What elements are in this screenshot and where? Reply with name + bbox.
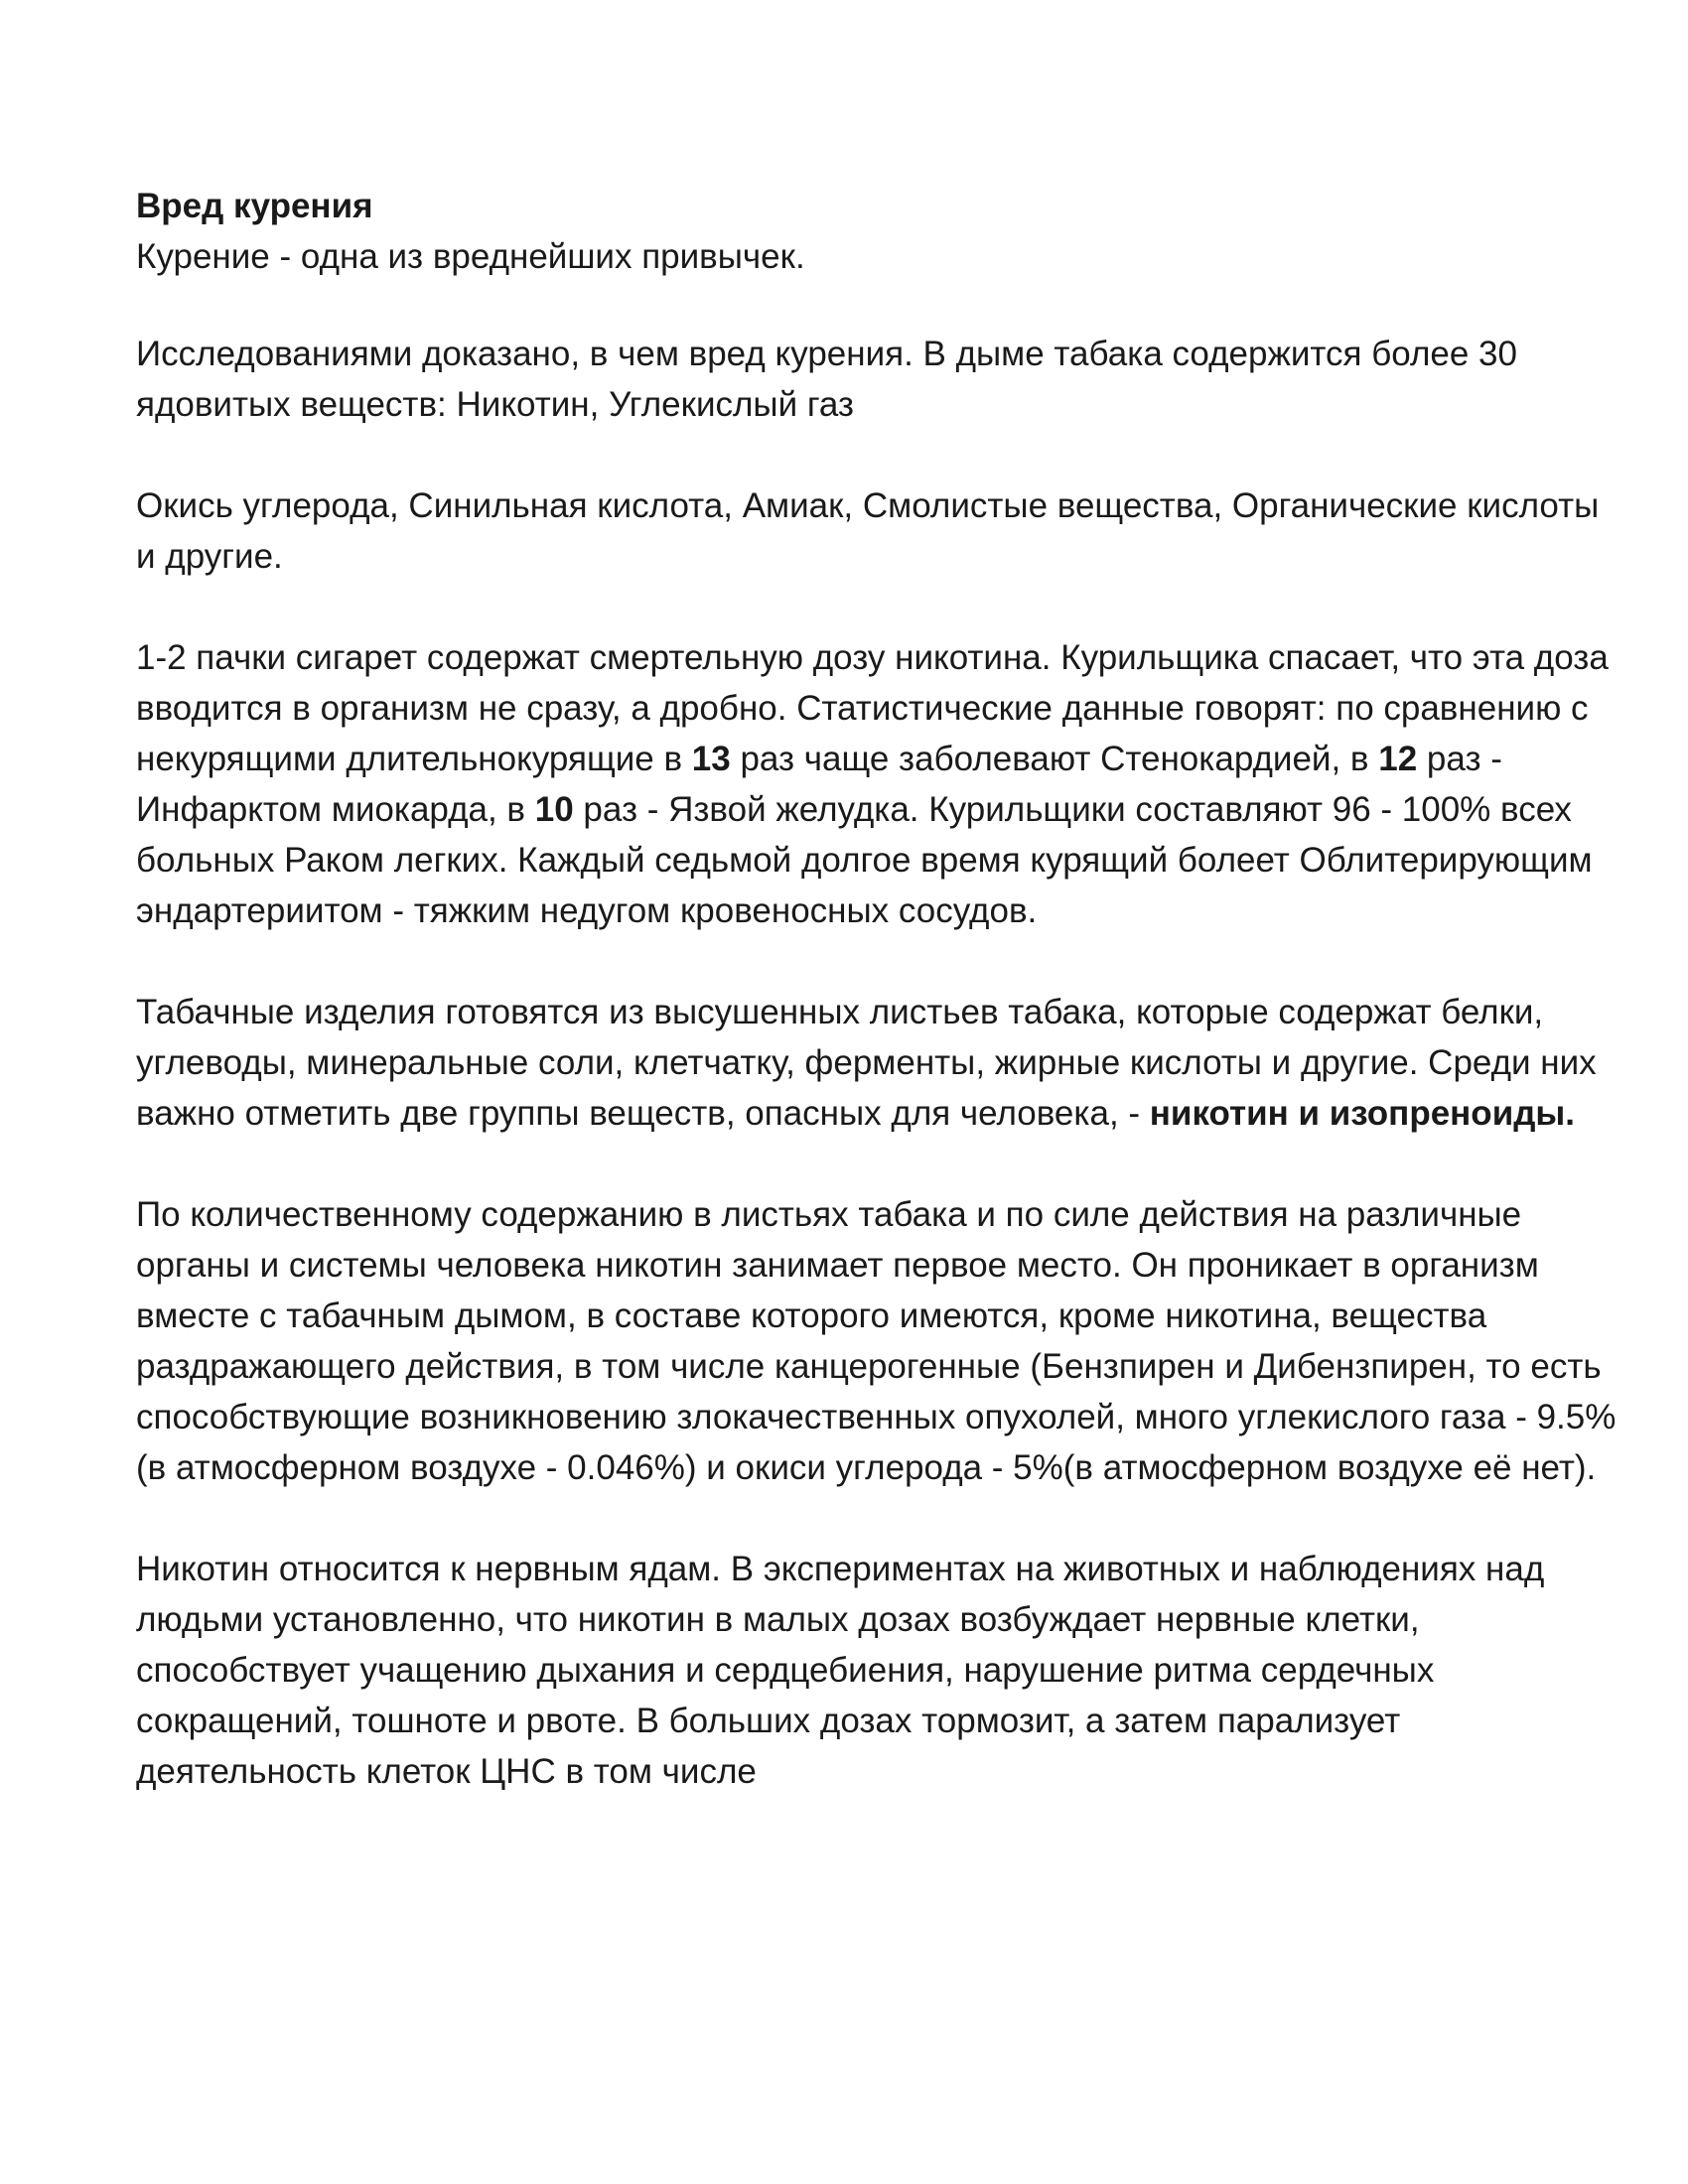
- paragraph-research: Исследованиями доказано, в чем вред курения. В дыме табака содержится более 30 ядовитых веществ: Никотин, Углекислый газ: [136, 335, 1517, 424]
- statistics-number-13: 13: [691, 740, 731, 778]
- statistics-text-3: раз - Инфарктом миокарда, в: [136, 740, 1502, 829]
- statistics-text-1: 1-2 пачки сигарет содержат смертельную дозу никотина. Курильщика спасает, что эта доза вводится в организм не сразу, а дробно. Статистические данные говорят: по сравнению с некурящими длительнокурящие в: [136, 638, 1609, 778]
- statistics-number-10: 10: [534, 790, 574, 829]
- statistics-text-2: раз чаще заболевают Стенокардией, в: [730, 740, 1379, 778]
- statistics-number-12: 12: [1378, 740, 1418, 778]
- document-title: Вред курения: [136, 187, 373, 225]
- paragraph-nicotine-effects: Никотин относится к нервным ядам. В экспериментах на животных и наблюдениях над людьми установленно, что никотин в малых дозах возбуждает нервные клетки, способствует учащению дыхания и сердцебиения, нарушение ритма сердечных сокращений, тошноте и рвоте. В больших дозах тормозит, а затем парализует деятельность клеток ЦНС в том числе: [136, 1550, 1545, 1791]
- paragraph-nicotine-content: По количественному содержанию в листьях табака и по силе действия на различные органы и системы человека никотин занимает первое место. Он проникает в организм вместе с табачным дымом, в составе которого имеются, кроме никотина, вещества раздражающего действия, в том числе канцерогенные (Бензпирен и Дибензпирен, то есть способствующие возникновению злокачественных опухолей, много углекислого газа - 9.5%(в атмосферном воздухе - 0.046%) и окиси углерода - 5%(в атмосферном воздухе её нет).: [136, 1195, 1617, 1487]
- tobacco-products-text: Табачные изделия готовятся из высушенных листьев табака, которые содержат белки, углеводы, минеральные соли, клетчатку, ферменты, жирные кислоты и другие. Среди них важно отметить две группы веществ, опасных для человека, -: [136, 993, 1597, 1133]
- paragraph-intro: Курение - одна из вреднейших привычек.: [136, 237, 805, 276]
- tobacco-products-bold: никотин и изопреноиды.: [1149, 1094, 1576, 1133]
- statistics-text-4: раз - Язвой желудка. Курильщики составляют 96 - 100% всех больных Раком легких. Каждый седьмой долгое время курящий болеет Облитерирующим эндартериитом - тяжким недугом кровеносных сосудов.: [136, 790, 1593, 930]
- paragraph-substances: Окись углерода, Синильная кислота, Амиак, Смолистые вещества, Органические кислоты и другие.: [136, 486, 1600, 576]
- paragraph-statistics: [136, 632, 1618, 936]
- paragraph-tobacco-products: [136, 987, 1618, 1139]
